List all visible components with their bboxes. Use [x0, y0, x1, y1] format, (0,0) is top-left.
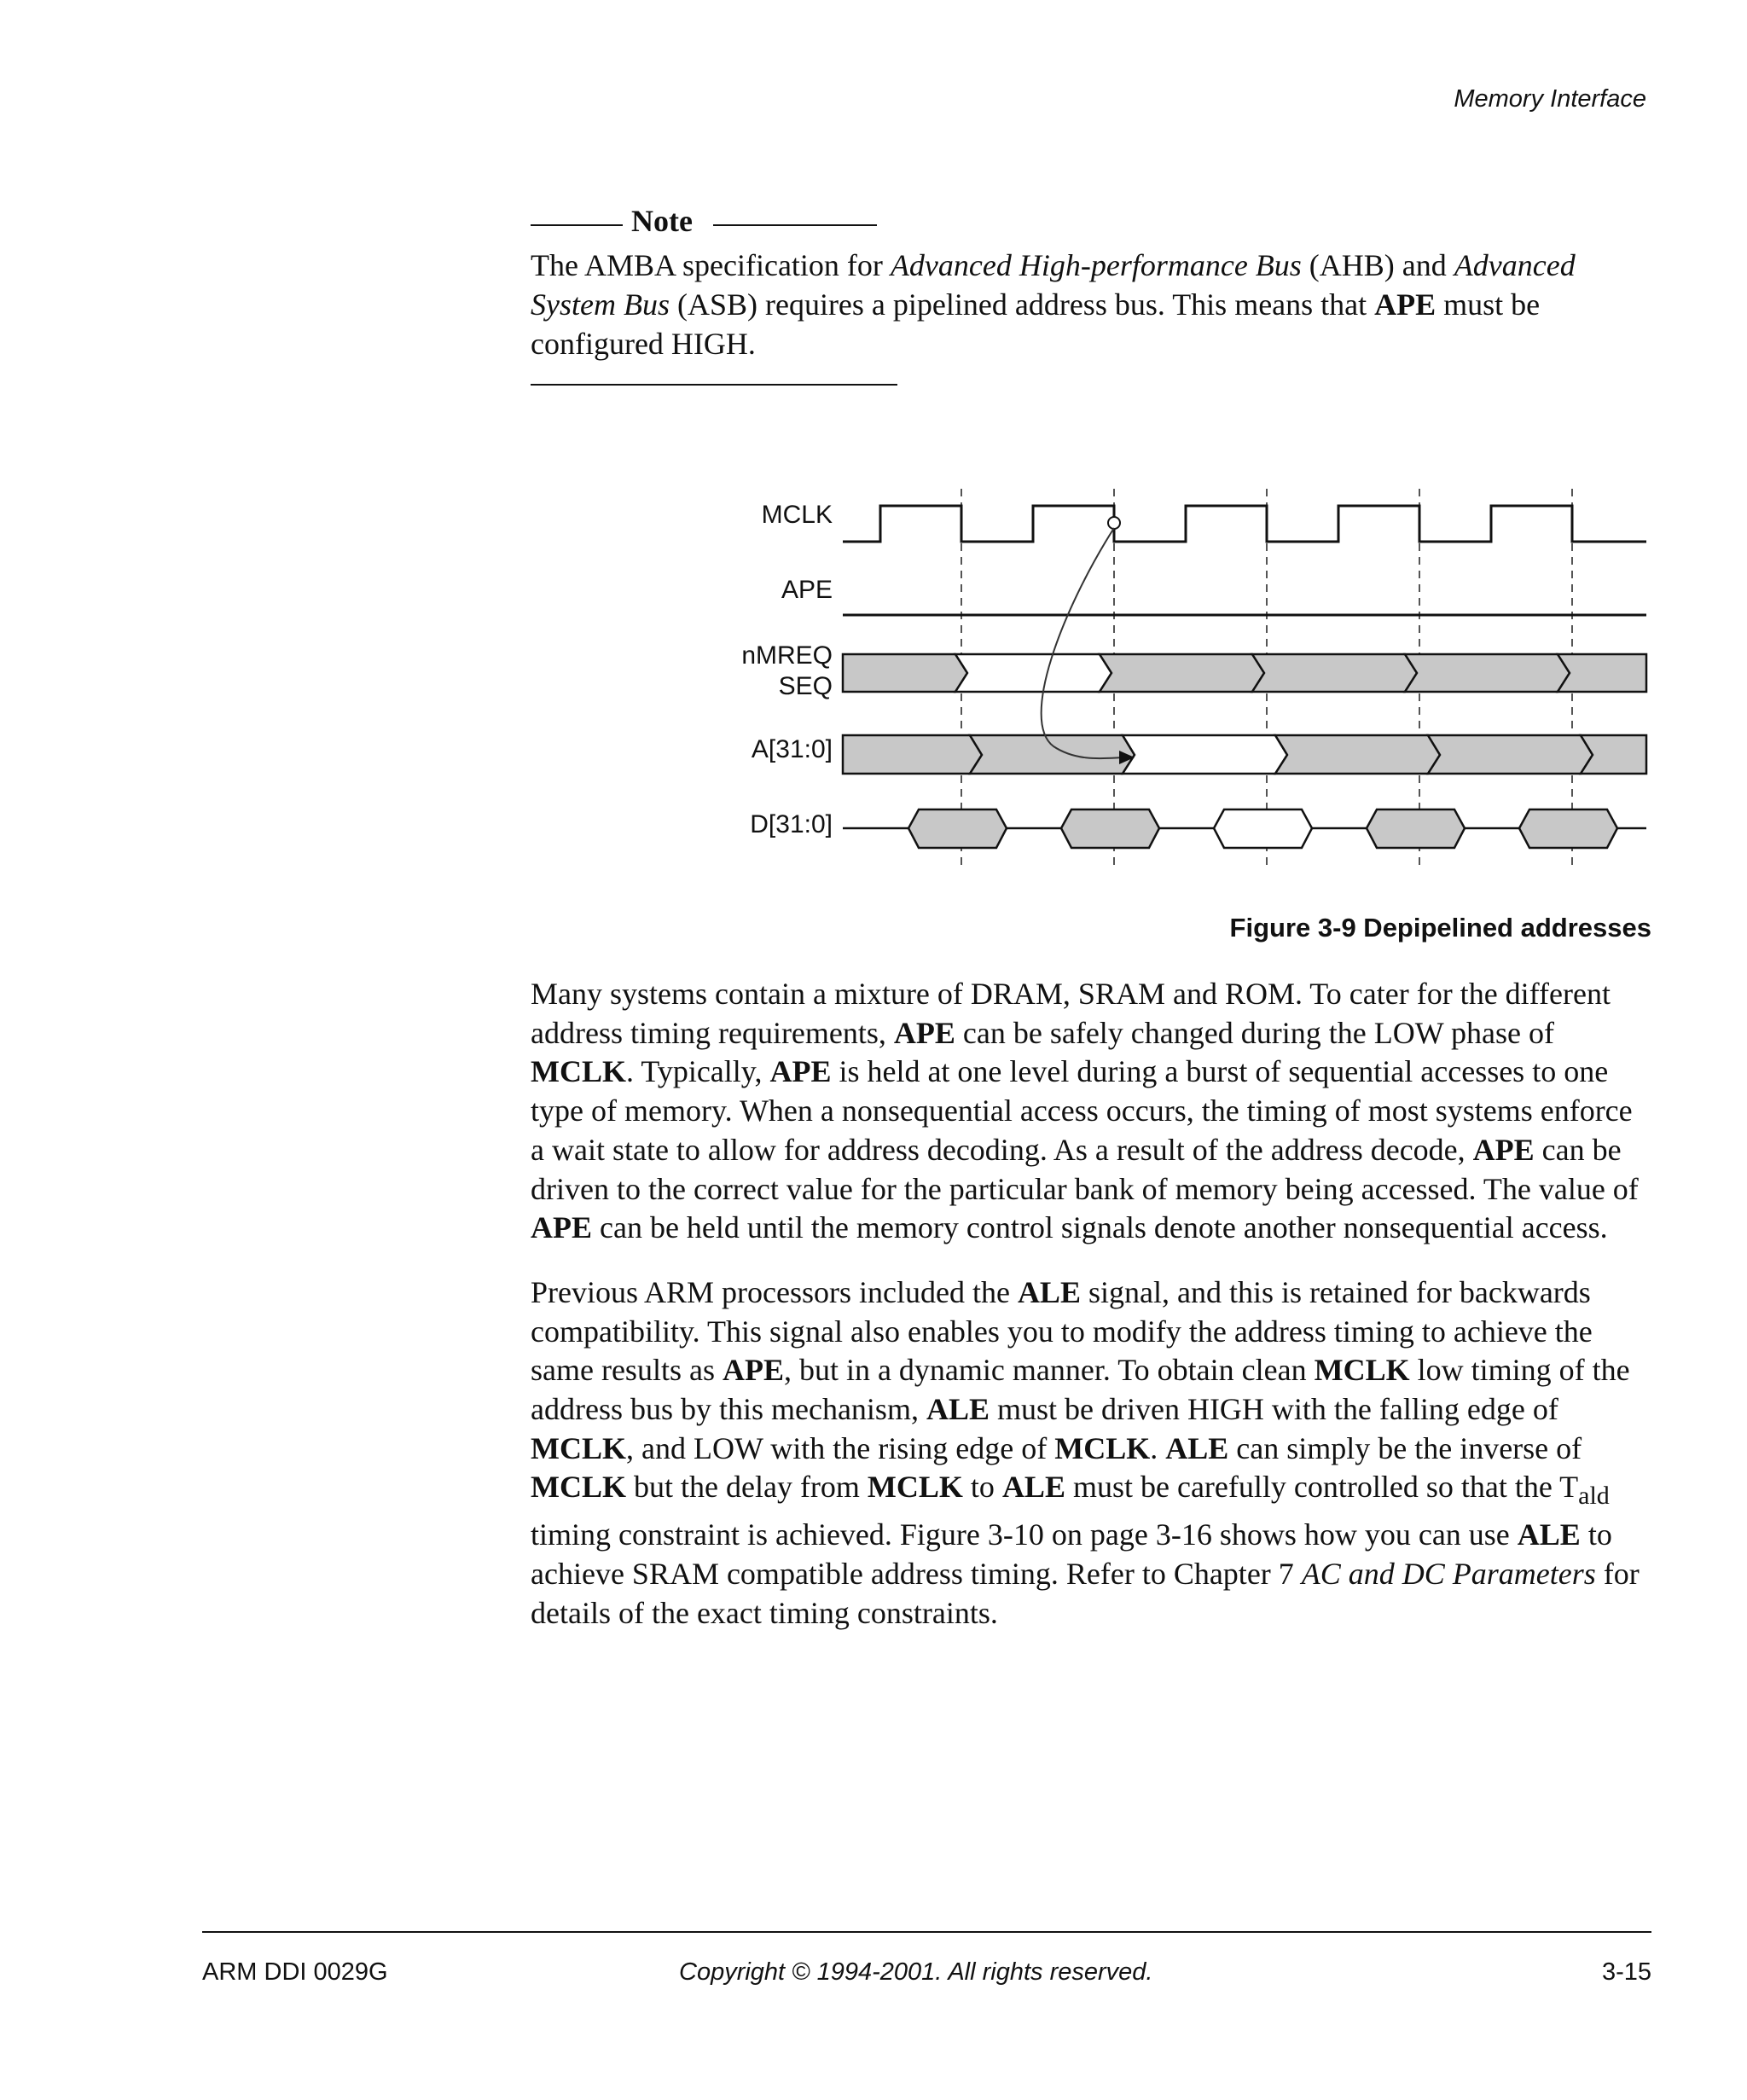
term-asb: Advanced System Bus — [531, 248, 1576, 322]
paragraph-2: Previous ARM processors included the ALE signal, and this is retained for backwards compatibility. This signal also enables you to modify the address timing to achieve the same results as APE, but in a dynamic manner. To obtain clean MCLK low timing of the address bus by this mechanism, ALE must be driven HIGH with the falling edge of MCLK, and LOW with the rising edge of MCLK. ALE can simply be the inverse of MCLK but the delay from MCLK to ALE must be carefully controlled so that the $T_{ald}$ timing constraint is achieved. Figure 3-10 on page 3-16 shows how you can use ALE to achieve SRAM compatible address timing. Refer to Chapter 7 AC and DC Parameters for details of the exact timing constraints. — [531, 1274, 1640, 1630]
note-block — [531, 203, 1640, 386]
nmreq-seq-bus — [843, 654, 1646, 692]
signal-label-ape: APE — [781, 576, 833, 604]
figure-caption: Figure 3-9 Depipelined addresses — [1229, 913, 1651, 943]
signal-label-seq: SEQ — [778, 672, 833, 700]
footer-page-number: 3-15 — [1601, 1958, 1651, 1986]
mclk-waveform — [843, 506, 1646, 542]
timing-diagram — [717, 473, 1655, 883]
chapter-reference: AC and DC Parameters — [1301, 1557, 1596, 1592]
body-text — [531, 975, 1648, 1658]
note-text: The AMBA specification for Advanced High-performance Bus (AHB) and Advanced System Bus (ASB) requires a pipelined address bus. This means that APE must be configured HIGH. — [531, 248, 1576, 361]
running-header: Memory Interface — [1454, 85, 1646, 113]
note-bottom-rule — [531, 384, 897, 386]
signal-label-mclk: MCLK — [761, 501, 833, 529]
subscript-ald: ald — [1578, 1482, 1610, 1511]
data-bus — [843, 809, 1646, 848]
signal-label-data: D[31:0] — [750, 810, 833, 838]
address-bus — [843, 735, 1646, 774]
note-rule-right — [713, 224, 877, 226]
footer-rule — [202, 1931, 1651, 1933]
signal-label-nmreq: nMREQ — [741, 641, 833, 670]
note-heading — [531, 203, 1640, 242]
note-label: Note — [631, 204, 693, 238]
footer-copyright: Copyright © 1994-2001. All rights reserved. — [679, 1958, 1153, 1986]
note-rule-left — [531, 224, 623, 226]
term-ahb: Advanced High-performance Bus — [890, 248, 1302, 282]
paragraph-1: Many systems contain a mixture of DRAM, SRAM and ROM. To cater for the different address timing requirements, APE can be safely changed during the LOW phase of MCLK. Typically, APE is held at one level during a burst of sequential accesses to one type of memory. When a nonsequential access occurs, the timing of most systems enforce a wait state to allow for address decoding. As a result of the address decode, APE can be driven to the correct value for the particular bank of memory being accessed. The value of APE can be held until the memory control signals denote another nonsequential access. — [531, 977, 1639, 1245]
footer-doc-id: ARM DDI 0029G — [202, 1958, 388, 1986]
signal-label-address: A[31:0] — [751, 735, 833, 763]
mclk-edge-marker — [1108, 517, 1120, 529]
timing-diagram-svg — [717, 473, 1655, 883]
signal-ape: APE — [1374, 287, 1436, 322]
